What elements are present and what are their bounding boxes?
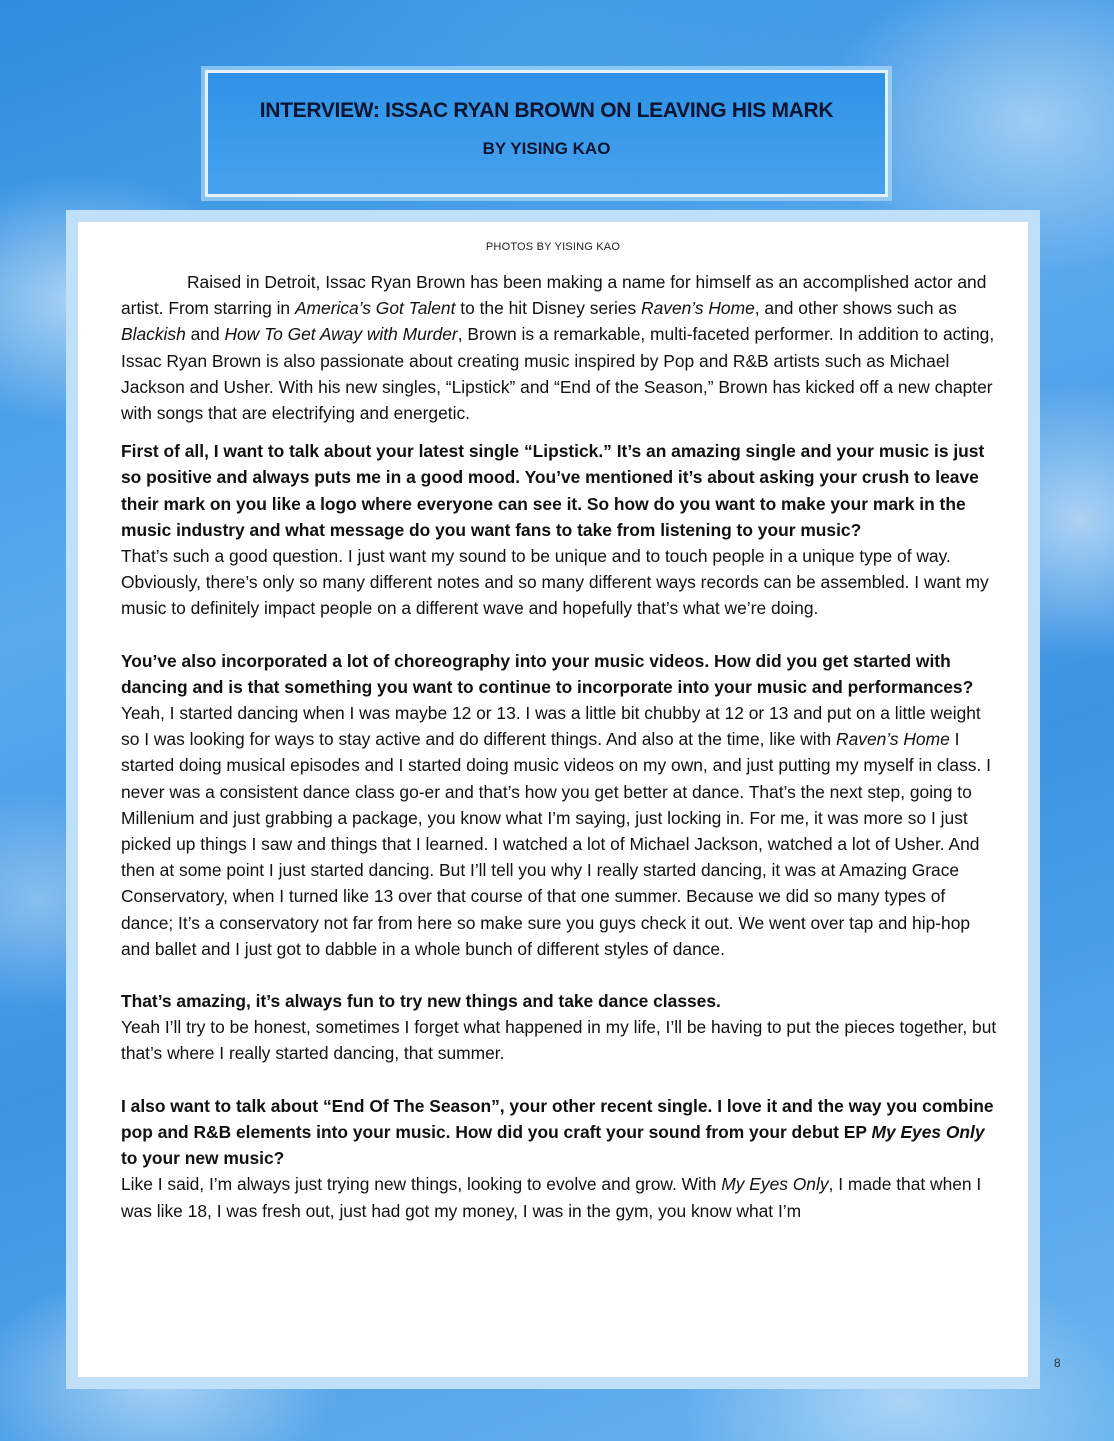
article-byline: BY YISING KAO [482,139,611,158]
intro-paragraph: Raised in Detroit, Issac Ryan Brown has been making a name for himself as an accomplished actor and artist. From starring in America’s Got Talent to the hit Disney series Raven’s Home, and other shows such as Blackish and How To Get Away with Murder, Brown is a remarkable, multi-faceted performer. In addition to acting, Issac Ryan Brown is also passionate about creating music inspired by Pop and R&B artists such as Michael Jackson and Usher. With his new singles, “Lipstick” and “End of the Season,” Brown has kicked off a new chapter with songs that are electrifying and energetic. [121,272,995,424]
article-card [66,210,1040,1389]
answer-2: Yeah, I started dancing when I was maybe 12 or 13. I was a little bit chubby at 12 or 13 and put on a little weight so I was looking for ways to stay active and do different things. And also at the time, like with Raven’s Home I started doing musical episodes and I started doing music videos on my own, and just putting my myself in class. I never was a consistent dance class go-er and that’s how you get better at dance. That’s the next step, going to Millenium and just grabbing a package, you know what I’m saying, just locking in. For me, it was more so I just picked up things I saw and things that I learned. I watched a lot of Michael Jackson, watched a lot of Usher. And then at some point I just started dancing. But I’ll tell you why I really started dancing, it was at Amazing Grace Conservatory, when I turned like 13 over that course of that one summer. Because we did so many types of dance; It’s a conservatory not far from here so make sure you guys check it out. We went over tap and hip-hop and ballet and I just got to dabble in a whole bunch of different styles of dance. [121,703,991,959]
question-2: You’ve also incorporated a lot of choreography into your music videos. How did you get started with dancing and is that something you want to continue to incorporate into your music and performances? [121,650,974,697]
question-4: I also want to talk about “End Of The Season”, your other recent single. I love it and the way you combine pop and R&B elements into your music. How did you craft your sound from your debut EP My Eyes Only to your new music? [121,1095,994,1169]
title-box [205,70,888,197]
page-number: 8 [1054,1356,1061,1370]
photo-credit: PHOTOS BY YISING KAO [485,241,621,253]
question-3: That’s amazing, it’s always fun to try new things and take dance classes. [121,991,721,1012]
article-body [121,269,998,1224]
article-title: INTERVIEW: ISSAC RYAN BROWN ON LEAVING HIS MARK [259,99,834,122]
question-1: First of all, I want to talk about your latest single “Lipstick.” It’s an amazing single and your music is just so positive and always puts me in a good mood. You’ve mentioned it’s about asking your crush to leave their mark on you like a logo where everyone can see it. So how do you want to make your mark in the music industry and what message do you want fans to take from listening to your music? [121,441,985,540]
article-page [78,222,1028,1377]
answer-4: Like I said, I’m always just trying new things, looking to evolve and grow. With My Eyes Only, I made that when I was like 18, I was fresh out, just had got my money, I was in the gym, you know what I’m [121,1174,982,1221]
answer-3: Yeah I’ll try to be honest, sometimes I forget what happened in my life, I’ll be having to put the pieces together, but that’s where I really started dancing, that summer. [121,1017,997,1064]
answer-1: That’s such a good question. I just want my sound to be unique and to touch people in a unique type of way. Obviously, there’s only so many different notes and so many different ways records can be assembled. I want my music to definitely impact people on a different wave and hopefully that’s what we’re doing. [121,546,989,619]
